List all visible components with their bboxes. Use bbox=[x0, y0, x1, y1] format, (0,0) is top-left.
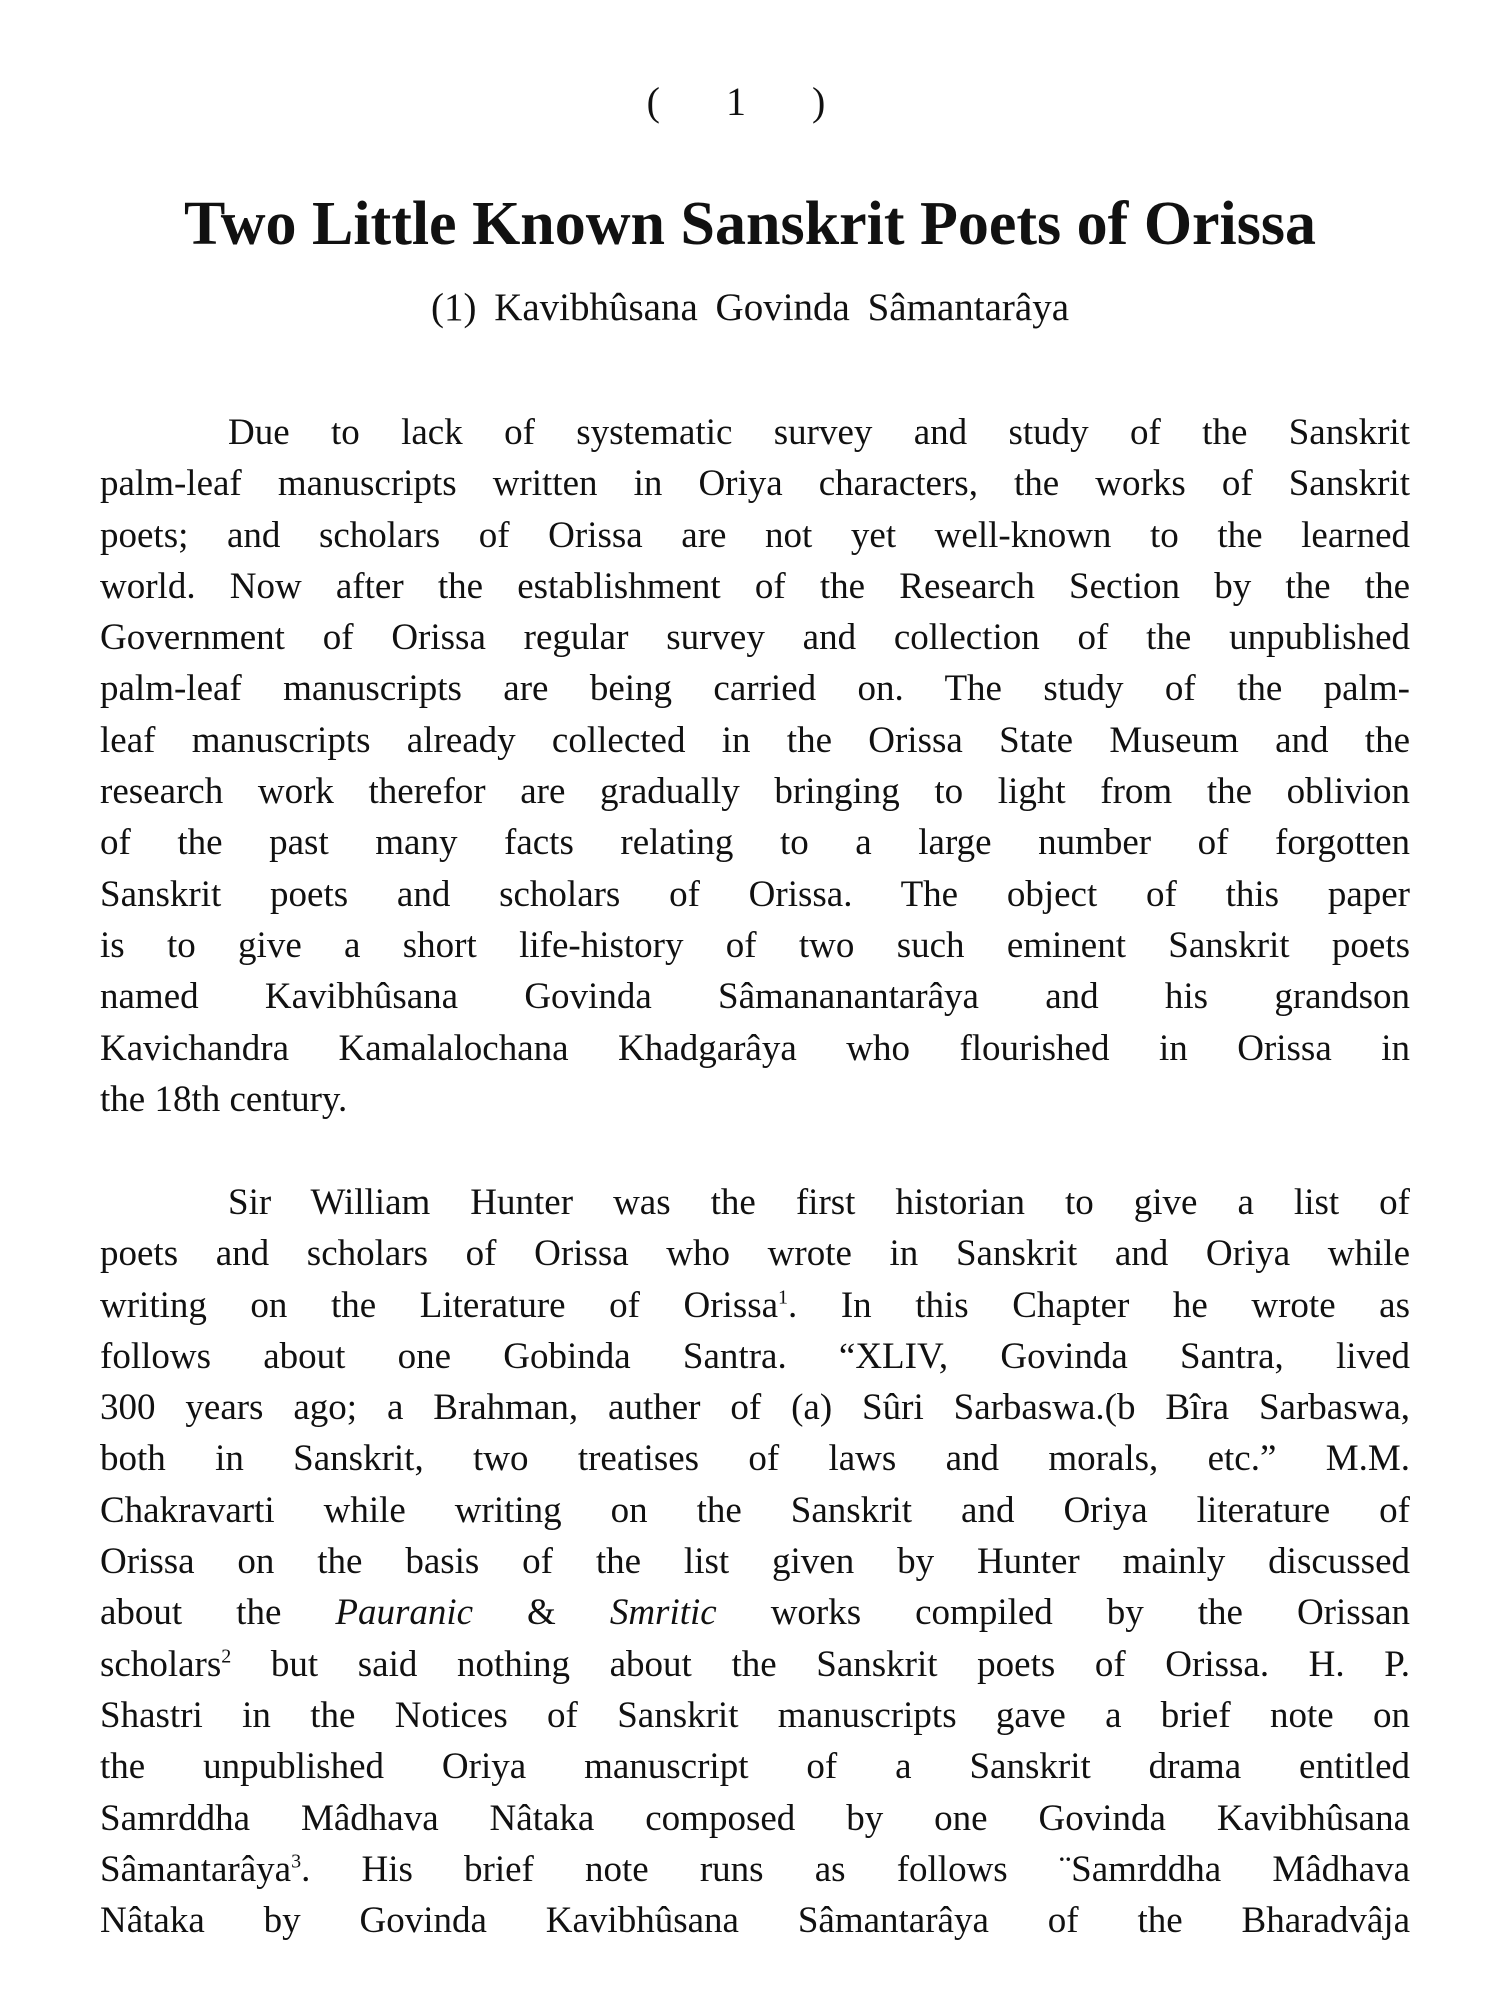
line-text: scholars bbox=[100, 1643, 222, 1685]
paragraph-introduction bbox=[100, 407, 1410, 1125]
paragraph-hunter bbox=[100, 1177, 1410, 1946]
paragraph-line: Nâtaka by Govinda Kavibhûsana Sâmantarâya of the Bharadvâja bbox=[100, 1900, 1410, 1942]
line-text: about the bbox=[100, 1592, 336, 1634]
footnote-marker: 3 bbox=[291, 1850, 302, 1873]
paragraph-line: palm-leaf manuscripts written in Oriya characters, the works of Sanskrit bbox=[100, 463, 1410, 505]
paragraph-line: Samrddha Mâdhava Nâtaka composed by one Govinda Kavibhûsana bbox=[100, 1797, 1410, 1839]
line-text: Sâmantarâya bbox=[100, 1848, 292, 1890]
line-text: . In this Chapter he wrote as bbox=[788, 1284, 1410, 1326]
paragraph-line: Shastri in the Notices of Sanskrit manuscripts gave a brief note on bbox=[100, 1694, 1410, 1736]
paragraph-line: Orissa on the basis of the list given by Hunter mainly discussed bbox=[100, 1541, 1410, 1583]
paragraph-line: poets and scholars of Orissa who wrote in Sanskrit and Oriya while bbox=[100, 1233, 1410, 1275]
paragraph-line: the 18th century. bbox=[100, 1078, 348, 1120]
line-text: works compiled by the Orissan bbox=[716, 1592, 1411, 1634]
paragraph-line: research work therefor are gradually bringing to light from the oblivion bbox=[100, 771, 1410, 813]
line-text: but said nothing about the Sanskrit poets of Orissa. H. P. bbox=[231, 1643, 1410, 1685]
line-text: & bbox=[473, 1592, 610, 1634]
paragraph-line: Kavichandra Kamalalochana Khadgarâya who flourished in Orissa in bbox=[100, 1027, 1410, 1069]
paragraph-line: Government of Orissa regular survey and collection of the unpublished bbox=[100, 617, 1410, 659]
paragraph-line bbox=[100, 1587, 1410, 1638]
article-subtitle: (1) Kavibhûsana Govinda Sâmantarâya bbox=[430, 286, 1070, 329]
paragraph-line: Chakravarti while writing on the Sanskrit and Oriya literature of bbox=[100, 1489, 1410, 1531]
paragraph-line: is to give a short life-history of two such eminent Sanskrit poets bbox=[100, 924, 1410, 966]
paragraph-line: palm-leaf manuscripts are being carried on. The study of the palm- bbox=[100, 668, 1410, 710]
footnote-marker: 2 bbox=[221, 1645, 232, 1668]
line-text: . His brief note runs as follows ¨Samrddha Mâdhava bbox=[301, 1848, 1410, 1890]
paragraph-line: world. Now after the establishment of the Research Section by the the bbox=[100, 565, 1410, 607]
paragraph-line: both in Sanskrit, two treatises of laws and morals, etc.” M.M. bbox=[100, 1438, 1410, 1480]
paragraph-line: of the past many facts relating to a large number of forgotten bbox=[100, 822, 1410, 864]
italic-term: Smritic bbox=[609, 1592, 717, 1634]
page-number: ( 1 ) bbox=[646, 79, 854, 124]
footnote-marker: 1 bbox=[778, 1286, 789, 1309]
paragraph-line: Sir William Hunter was the first historian to give a list of bbox=[228, 1182, 1410, 1223]
paragraph-line: poets; and scholars of Orissa are not yet well-known to the learned bbox=[100, 514, 1410, 556]
paragraph-line: leaf manuscripts already collected in the Orissa State Museum and the bbox=[100, 719, 1410, 761]
paragraph-line bbox=[100, 1639, 1410, 1690]
paragraph-line bbox=[100, 1280, 1410, 1331]
paragraph-line: Sanskrit poets and scholars of Orissa. The object of this paper bbox=[100, 873, 1410, 915]
paragraph-line: the unpublished Oriya manuscript of a Sanskrit drama entitled bbox=[100, 1746, 1410, 1788]
line-text: writing on the Literature of Orissa bbox=[100, 1284, 779, 1326]
article-title: Two Little Known Sanskrit Poets of Orissa bbox=[183, 190, 1317, 258]
paragraph-line: Due to lack of systematic survey and study of the Sanskrit bbox=[228, 412, 1410, 453]
paragraph-line bbox=[100, 1844, 1410, 1895]
paragraph-line: named Kavibhûsana Govinda Sâmananantarâya and his grandson bbox=[100, 976, 1410, 1018]
paragraph-line: 300 years ago; a Brahman, auther of (a) Sûri Sarbaswa.(b Bîra Sarbaswa, bbox=[100, 1387, 1410, 1429]
italic-term: Pauranic bbox=[335, 1592, 474, 1634]
paragraph-line: follows about one Gobinda Santra. “XLIV, Govinda Santra, lived bbox=[100, 1335, 1410, 1377]
